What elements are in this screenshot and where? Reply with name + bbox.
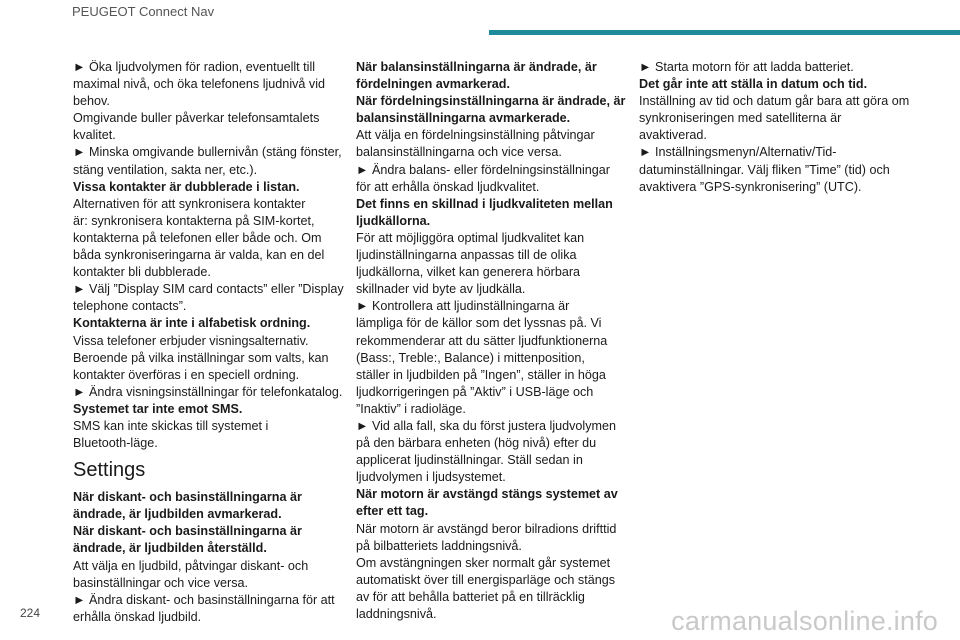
text-line: automatiskt över till energisparläge och stängs [356, 572, 616, 587]
text-line: kontakter bli dubblerade. [73, 265, 211, 280]
text-line: är: synkronisera kontakterna på SIM-kortet, [73, 213, 315, 228]
text-line: När motorn är avstängd stängs systemet av [356, 487, 618, 502]
text-line: datuminställningar. Välj fliken ”Time” (tid) och [639, 162, 890, 177]
text-line: för att erhålla önskad ljudkvalitet. [356, 179, 540, 194]
text-line: avaktivera ”GPS-synkronisering” (UTC). [639, 179, 862, 194]
text-block-4 [639, 59, 911, 196]
text-line: applicerat ljudinställningar. Ställ sedan in [356, 453, 583, 468]
text-line: ljudkällorna. [356, 213, 431, 228]
text-line: erhålla önskad ljudbild. [73, 609, 202, 624]
text-line: ► Välj ”Display SIM card contacts” eller ”Display [73, 282, 344, 297]
text-line: Det finns en skillnad i ljudkvaliteten mellan [356, 196, 613, 211]
text-line: ljudkällorna, vilket kan generera hörbara [356, 265, 581, 280]
text-line: ► Vid alla fall, ska du först justera ljudvolymen [356, 418, 617, 433]
text-line: ställer in ljudbilden på ”Ingen”, ställer in höga [356, 367, 606, 382]
text-line: ändrade, är ljudbilden återställd. [73, 541, 267, 556]
text-line: ljudvolymen i ljudsystemet. [356, 470, 506, 485]
text-line: ljudkorrigeringen på ”Aktiv” i USB-läge och [356, 384, 594, 399]
header-accent-bar [489, 30, 960, 35]
text-line: behov. [73, 94, 110, 109]
text-line: båda synkroniseringarna är valda, kan en del [73, 248, 325, 263]
text-column-2 [356, 59, 628, 623]
text-line: efter ett tag. [356, 504, 429, 519]
text-line: ► Starta motorn för att ladda batteriet. [639, 60, 854, 74]
text-line: När balansinställningarna är ändrade, är [356, 60, 597, 74]
text-line: Vissa telefoner erbjuder visningsalternativ. [73, 333, 309, 348]
text-line: på den bärbara enheten (hög nivå) efter du [356, 436, 597, 451]
text-line: kvalitet. [73, 128, 116, 143]
text-line: När motorn är avstängd beror bilradions drifttid [356, 521, 617, 536]
text-line: När diskant- och basinställningarna är [73, 490, 302, 505]
text-line: kontakterna på telefonen eller både och. Om [73, 230, 322, 245]
text-line: fördelningen avmarkerad. [356, 77, 510, 92]
text-line: När diskant- och basinställningarna är [73, 524, 302, 539]
text-line: ► Ändra diskant- och basinställningarna för att [73, 592, 335, 607]
text-line: telephone contacts”. [73, 299, 187, 314]
text-line: När fördelningsinställningarna är ändrade, är [356, 94, 626, 109]
text-line: balansinställningarna avmarkerade. [356, 111, 571, 126]
text-line: balansinställningarna och vice versa. [356, 145, 562, 160]
text-line: Systemet tar inte emot SMS. [73, 401, 243, 416]
text-line: Att välja en fördelningsinställning påtvingar [356, 128, 595, 143]
text-line: SMS kan inte skickas till systemet i [73, 418, 269, 433]
section-heading-settings: Settings [73, 459, 146, 482]
text-line: laddningsnivå. [356, 607, 437, 621]
text-column-3 [639, 59, 911, 196]
text-line: maximal nivå, och öka telefonens ljudnivå vid [73, 77, 326, 92]
text-line: Kontakterna är inte i alfabetisk ordning. [73, 316, 311, 331]
text-line: ► Öka ljudvolymen för radion, eventuellt till [73, 60, 316, 74]
text-line: stäng ventilation, sakta ner, etc.). [73, 162, 258, 177]
text-line: För att möjliggöra optimal ljudkvalitet kan [356, 230, 585, 245]
text-line: Inställning av tid och datum går bara att göra om [639, 94, 910, 109]
text-line: ► Kontrollera att ljudinställningarna är [356, 299, 570, 314]
text-line: av för att behålla batteriet på en tillräcklig [356, 589, 585, 604]
text-line: Det går inte att ställa in datum och tid. [639, 77, 868, 92]
text-line: ► Ändra balans- eller fördelningsinställningar [356, 162, 610, 177]
text-line: (Bass:, Treble:, Balance) i mittenposition, [356, 350, 585, 365]
text-line: ljudinställningarna anpassas till de olika [356, 248, 577, 263]
text-line: ”Inaktiv” i radioläge. [356, 401, 466, 416]
text-line: Omgivande buller påverkar telefonsamtalets [73, 111, 320, 126]
text-line: på bilbatteriets laddningsnivå. [356, 538, 522, 553]
text-line: ► Inställningsmenyn/Alternativ/Tid- [639, 145, 837, 160]
text-block-2 [73, 489, 345, 626]
text-line: Om avstängningen sker normalt går systemet [356, 555, 611, 570]
page-number: 224 [20, 606, 41, 620]
text-line: Alternativen för att synkronisera kontakter [73, 196, 306, 211]
text-line: basinställningar och vice versa. [73, 575, 249, 590]
text-line: synkroniseringen med satelliterna är avaktiverad. [639, 111, 842, 143]
text-line: skillnader vid byte av ljudkälla. [356, 282, 526, 297]
text-line: Vissa kontakter är dubblerade i listan. [73, 179, 300, 194]
text-line: rekommenderar att du sätter ljudfunktionerna [356, 333, 608, 348]
text-block-3 [356, 59, 628, 623]
text-line: Att välja en ljudbild, påtvingar diskant- och [73, 558, 309, 573]
text-column-1 [73, 59, 345, 626]
text-line: ► Minska omgivande bullernivån (stäng fönster, [73, 145, 342, 160]
text-line: kontakter överföras i en speciell ordning. [73, 367, 300, 382]
text-line: Beroende på vilka inställningar som valts, kan [73, 350, 329, 365]
watermark: carmanualsonline.info [671, 606, 938, 636]
text-block-1 [73, 59, 345, 452]
text-line: lämpliga för de källor som det lyssnas på. Vi [356, 316, 602, 331]
text-line: ► Ändra visningsinställningar för telefonkatalog. [73, 384, 343, 399]
header-title: PEUGEOT Connect Nav [72, 4, 215, 19]
text-line: ändrade, är ljudbilden avmarkerad. [73, 507, 282, 522]
text-line: Bluetooth-läge. [73, 436, 158, 451]
